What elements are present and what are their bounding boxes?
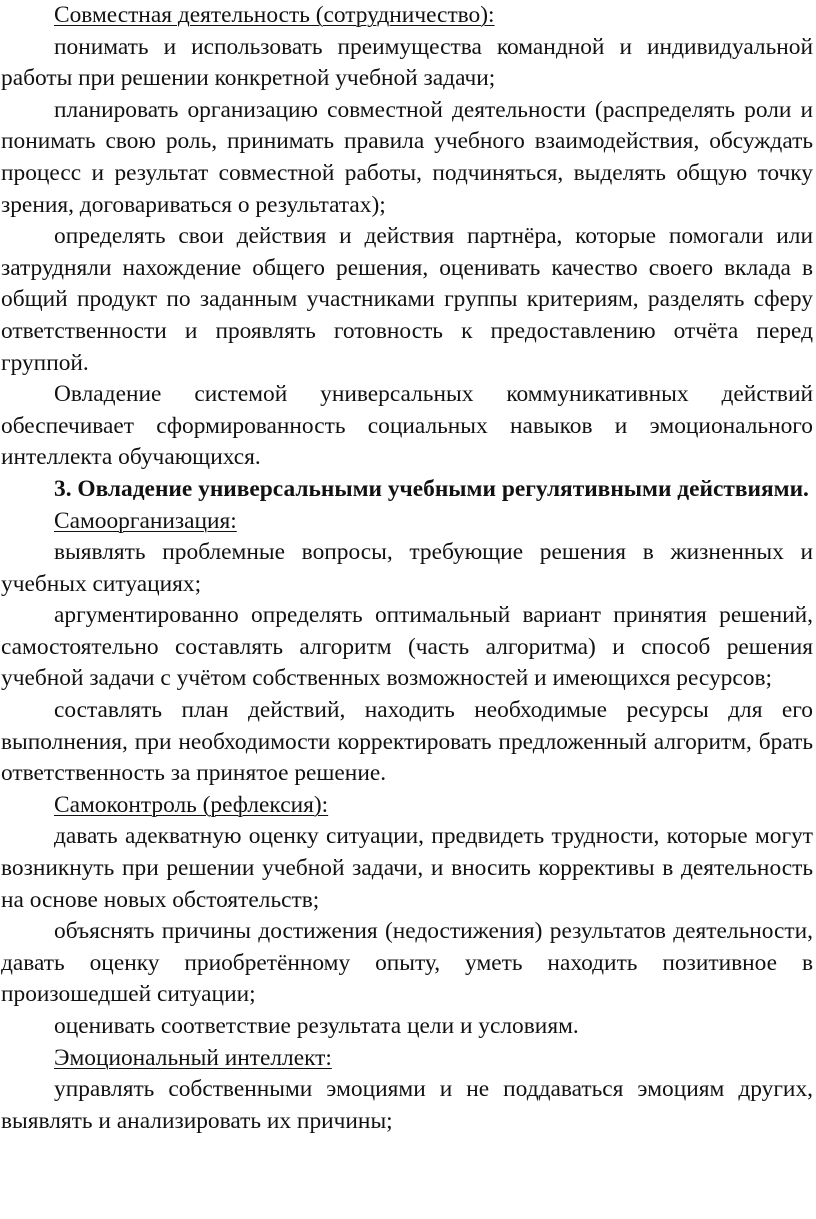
paragraph: аргументированно определять оптимальный вариант принятия решений, самостоятельно составлять алгоритм (часть алгоритма) и способ решения учебной задачи с учётом собственных возможностей и имеющихся ресурсов; <box>1 602 813 692</box>
paragraph: понимать и использовать преимущества командной и индивидуальной работы при решении конкретной учебной задачи; <box>1 33 813 92</box>
paragraph: объяснять причины достижения (недостижения) результатов деятельности, давать оценку приобретённому опыту, уметь находить позитивное в произошедшей ситуации; <box>1 918 813 1008</box>
paragraph: составлять план действий, находить необходимые ресурсы для его выполнения, при необходимости корректировать предложенный алгоритм, брать ответственность за принятое решение. <box>1 697 813 787</box>
paragraph: управлять собственными эмоциями и не поддаваться эмоциям других, выявлять и анализировать их причины; <box>1 1076 813 1134</box>
paragraph: выявлять проблемные вопросы, требующие решения в жизненных и учебных ситуациях; <box>1 539 813 597</box>
paragraph: Овладение системой универсальных коммуникативных действий обеспечивает сформированность социальных навыков и эмоционального интеллекта обучающихся. <box>1 381 813 471</box>
paragraph: оценивать соответствие результата цели и условиям. <box>54 1013 579 1039</box>
paragraph: планировать организацию совместной деятельности (распределять роли и понимать свою роль, принимать правила учебного взаимодействия, обсуждать процесс и результат совместной работы, подчиняться, выделять общую точку зрения, договариваться о результатах); <box>1 96 813 218</box>
subheading-cooperation: Совместная деятельность (сотрудничество): <box>54 2 495 28</box>
subheading-emotional-intelligence: Эмоциональный интеллект: <box>54 1044 332 1071</box>
paragraph: давать адекватную оценку ситуации, предвидеть трудности, которые могут возникнуть при решении учебной задачи, и вносить коррективы в деятельность на основе новых обстоятельств; <box>1 823 813 913</box>
subheading-self-organization: Самоорганизация: <box>54 507 237 534</box>
paragraph: определять свои действия и действия партнёра, которые помогали или затрудняли нахождение общего решения, оценивать качество своего вклада в общий продукт по заданным участниками группы критериям, разделять сферу ответственности и проявлять готовность к предоставлению отчёта перед группой. <box>1 223 813 376</box>
subheading-self-control: Самоконтроль (рефлексия): <box>54 791 329 818</box>
section-heading: 3. Овладение универсальными учебными регулятивными действиями. <box>54 475 809 502</box>
